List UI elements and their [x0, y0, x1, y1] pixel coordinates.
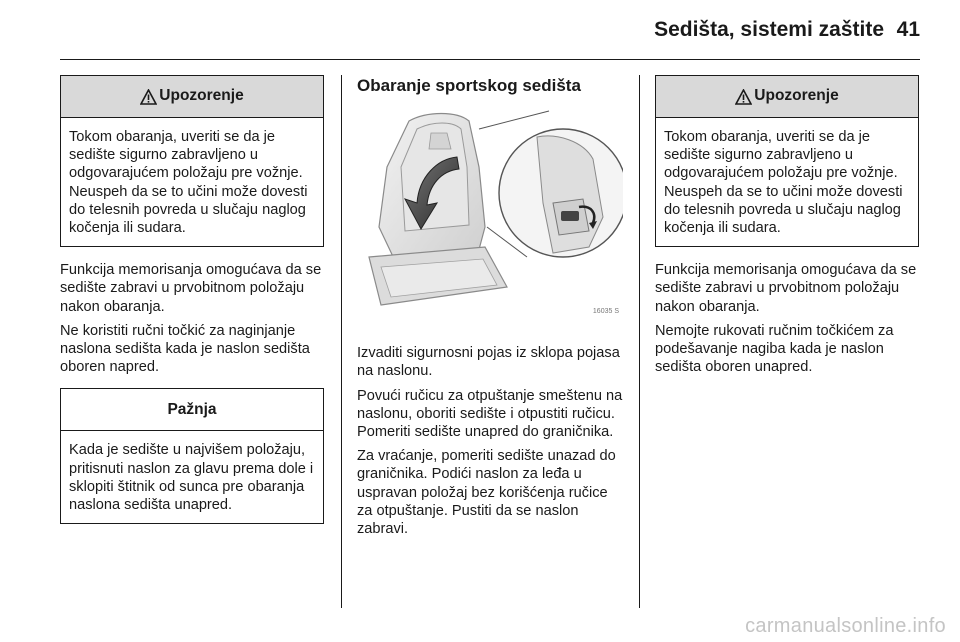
page-number: 41 [896, 18, 920, 41]
paragraph: Funkcija memorisanja omogućava da se sedište zabravi u prvobitnom položaju nakon obaranja. [655, 262, 917, 315]
paragraph: Nemojte rukovati ručnim točkićem za podešavanje nagiba kada je naslon sedišta oboren unapred. [655, 322, 894, 376]
figure-label: 16035 S [592, 308, 619, 315]
column-divider [639, 75, 640, 608]
paragraph: Povući ručicu za otpuštanje smeštenu na naslonu, oboriti sedište i otpustiti ručicu. Pomeriti sedište unapred do graničnika. [357, 387, 623, 441]
column-1 [60, 75, 324, 524]
paragraph: Ne koristiti ručni točkić za naginjanje naslona sedišta kada je naslon sedišta oboren napred. [60, 322, 310, 376]
page-title: Sedišta, sistemi zaštite [654, 18, 884, 41]
warning-box-header [656, 76, 918, 118]
notice-box [60, 388, 324, 524]
header-divider [60, 59, 920, 60]
warning-box [60, 75, 324, 247]
page-header [0, 0, 960, 60]
warning-box-heading: Upozorenje [754, 87, 839, 105]
section-title: Obaranje sportskog sedišta [357, 76, 581, 95]
notice-box-heading: Pažnja [167, 400, 217, 418]
column-3 [655, 75, 919, 382]
warning-triangle-icon [140, 89, 157, 105]
paragraph: Funkcija memorisanja omogućava da se sedište zabravi u prvobitnom položaju nakon obaranja. [60, 262, 322, 315]
paragraph: Za vraćanje, pomeriti sedište unazad do graničnika. Podići naslon za leđa u uspravan položaj bez korišćenja ručice za otpuštanje. Pustiti da se naslon zabravi. [357, 448, 616, 538]
column-divider [341, 75, 342, 608]
seat-folding-illustration [357, 107, 623, 319]
warning-box-text: Tokom obaranja, uveriti se da je sedište sigurno zabravljeno u odgovarajućem položaju pre vožnje. Neuspeh da se to učini može dovesti do telesnih povreda u slučaju naglog kočenja ili sudara. [664, 129, 903, 237]
notice-box-header [61, 389, 323, 431]
warning-box [655, 75, 919, 247]
watermark: carmanualsonline.info [745, 615, 946, 637]
warning-box-heading: Upozorenje [159, 87, 244, 105]
warning-box-text: Tokom obaranja, uveriti se da je sedište sigurno zabravljeno u odgovarajućem položaju pre vožnje. Neuspeh da se to učini može dovesti do telesnih povreda u slučaju naglog kočenja ili sudara. [69, 129, 308, 237]
column-2 [357, 75, 623, 544]
paragraph: Izvaditi sigurnosni pojas iz sklopa pojasa na naslonu. [357, 345, 620, 380]
warning-triangle-icon [735, 89, 752, 105]
notice-box-text: Kada je sedište u najvišem položaju, pritisnuti naslon za glavu prema dole i sklopiti štitnik od sunca pre obaranja naslona sedišta unapred. [69, 442, 314, 514]
warning-box-header [61, 76, 323, 118]
